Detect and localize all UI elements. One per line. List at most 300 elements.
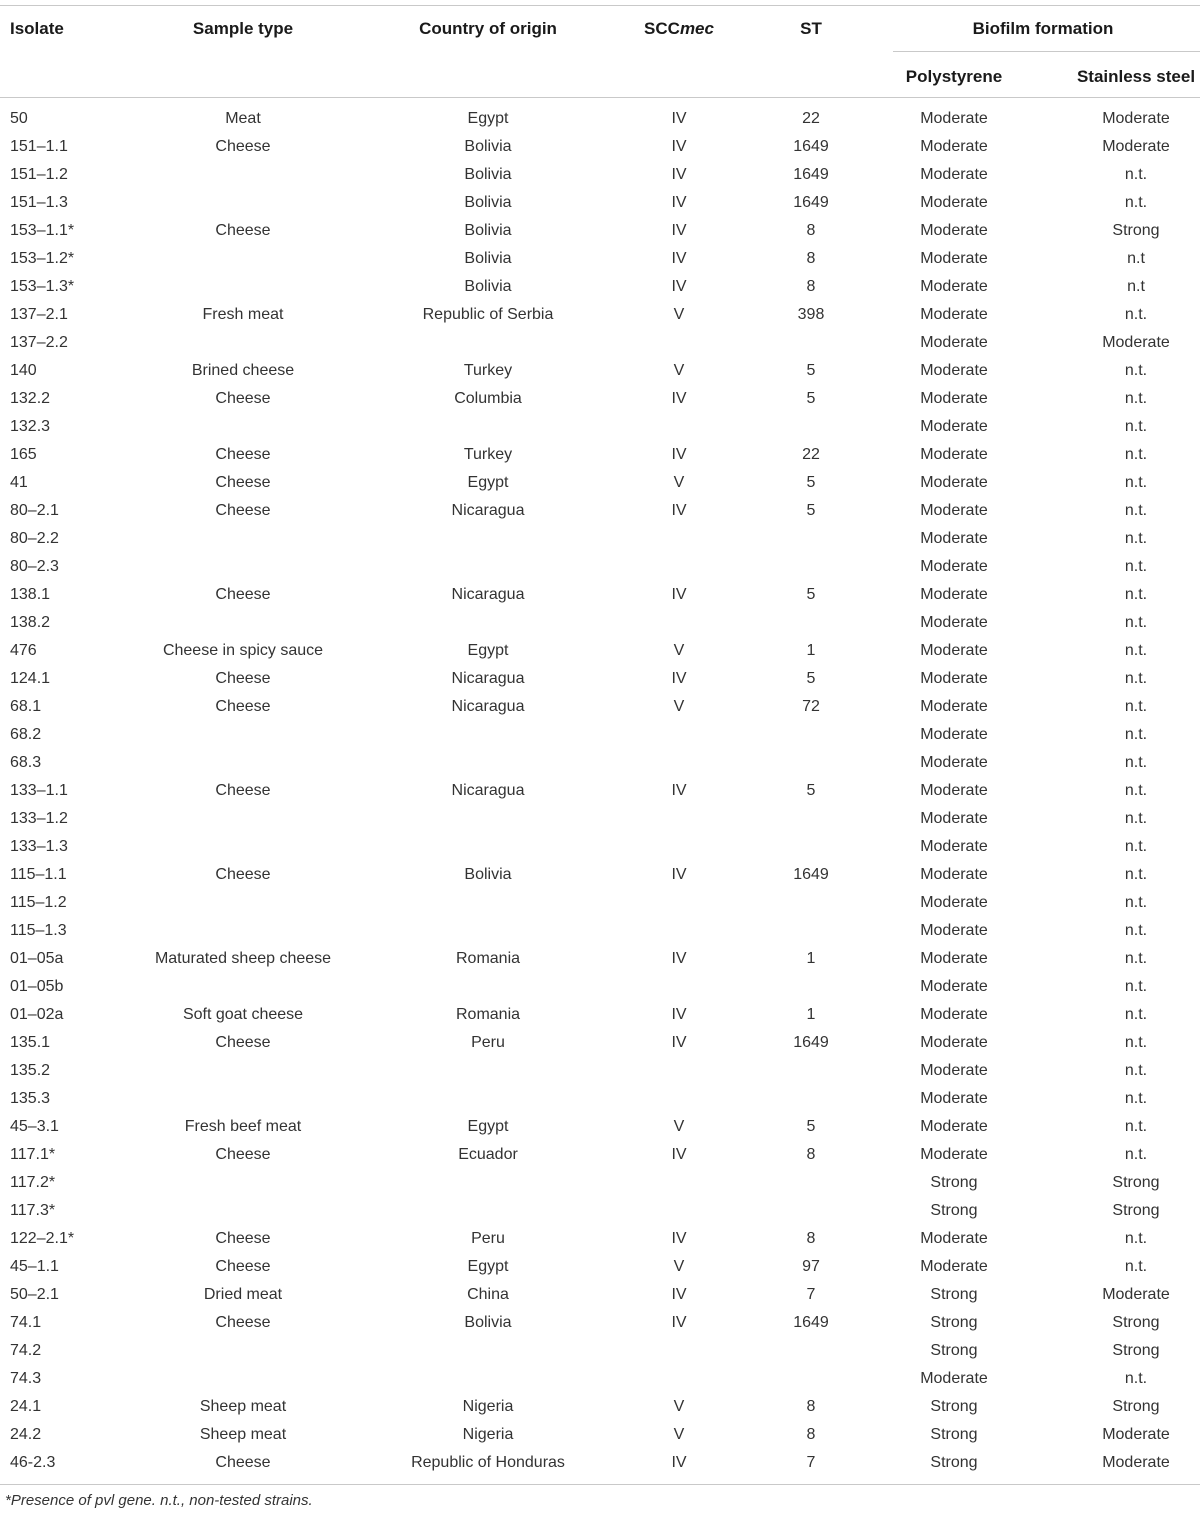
cell-scc-mec: IV (671, 1034, 687, 1051)
cell-isolate: 01–05a (10, 950, 64, 967)
cell-isolate: 74.3 (10, 1370, 42, 1387)
table-row (0, 833, 1200, 861)
cell-polystyrene: Moderate (920, 866, 988, 883)
cell-polystyrene: Moderate (920, 306, 988, 323)
cell-isolate: 45–3.1 (10, 1118, 59, 1135)
cell-isolate: 45–1.1 (10, 1258, 59, 1275)
cell-stainless-steel: n.t (1127, 250, 1145, 267)
cell-isolate: 117.2* (10, 1174, 56, 1191)
cell-st: 1649 (793, 166, 829, 183)
table-row (0, 637, 1200, 665)
cell-stainless-steel: n.t. (1124, 726, 1148, 743)
cell-country: Bolivia (464, 866, 512, 883)
table-row (0, 1141, 1200, 1169)
cell-polystyrene: Moderate (920, 670, 988, 687)
table-row (0, 721, 1200, 749)
cell-st: 8 (806, 1230, 816, 1247)
cell-isolate: 133–1.1 (10, 782, 68, 799)
cell-isolate: 50–2.1 (10, 1286, 59, 1303)
cell-isolate: 68.1 (10, 698, 42, 715)
cell-stainless-steel: n.t. (1124, 894, 1148, 911)
cell-st: 5 (806, 670, 816, 687)
cell-isolate: 01–02a (10, 1006, 64, 1023)
cell-stainless-steel: n.t. (1124, 306, 1148, 323)
cell-country: Bolivia (464, 194, 512, 211)
cell-country: Romania (455, 950, 521, 967)
cell-polystyrene: Moderate (920, 950, 988, 967)
cell-isolate: 124.1 (10, 670, 51, 687)
cell-stainless-steel: Strong (1112, 1314, 1160, 1331)
cell-st: 8 (806, 222, 816, 239)
cell-polystyrene: Moderate (920, 1062, 988, 1079)
cell-st: 398 (797, 306, 825, 323)
cell-st: 22 (802, 110, 820, 127)
cell-scc-mec: V (673, 1426, 685, 1443)
cell-scc-mec: IV (671, 278, 687, 295)
cell-polystyrene: Moderate (920, 138, 988, 155)
cell-sample-type: Cheese (215, 1146, 271, 1163)
cell-st: 1 (806, 642, 816, 659)
table-row (0, 777, 1200, 805)
cell-sample-type: Cheese (215, 1258, 271, 1275)
cell-polystyrene: Moderate (920, 194, 988, 211)
table-row (0, 357, 1200, 385)
table-row (0, 189, 1200, 217)
cell-scc-mec: IV (671, 1286, 687, 1303)
table-row (0, 1281, 1200, 1309)
cell-country: Nicaragua (451, 502, 525, 519)
cell-isolate: 50 (10, 110, 28, 127)
cell-sample-type: Cheese (215, 782, 271, 799)
table-row (0, 1309, 1200, 1337)
table-row (0, 749, 1200, 777)
cell-scc-mec: IV (671, 502, 687, 519)
cell-stainless-steel: Moderate (1102, 1286, 1170, 1303)
cell-isolate: 138.1 (10, 586, 51, 603)
cell-sample-type: Cheese (215, 670, 271, 687)
cell-st: 1649 (793, 866, 829, 883)
cell-country: Nigeria (462, 1426, 514, 1443)
table-row (0, 105, 1200, 133)
cell-scc-mec: IV (671, 1230, 687, 1247)
cell-polystyrene: Moderate (920, 390, 988, 407)
cell-country: Egypt (467, 642, 509, 659)
cell-sample-type: Cheese (215, 138, 271, 155)
cell-scc-mec: IV (671, 390, 687, 407)
cell-isolate: 133–1.3 (10, 838, 68, 855)
cell-polystyrene: Strong (930, 1342, 978, 1359)
cell-polystyrene: Moderate (920, 474, 988, 491)
table-row (0, 1169, 1200, 1197)
cell-isolate: 68.3 (10, 754, 42, 771)
cell-polystyrene: Moderate (920, 530, 988, 547)
table-bottom-border (0, 1484, 1200, 1485)
cell-polystyrene: Moderate (920, 838, 988, 855)
cell-isolate: 117.3* (10, 1202, 56, 1219)
cell-isolate: 476 (10, 642, 37, 659)
cell-country: Columbia (454, 390, 522, 407)
cell-polystyrene: Moderate (920, 502, 988, 519)
cell-sample-type: Sheep meat (199, 1426, 287, 1443)
cell-stainless-steel: n.t. (1124, 586, 1148, 603)
cell-country: Peru (471, 1034, 505, 1051)
cell-country: Ecuador (458, 1146, 518, 1163)
cell-scc-mec: IV (671, 110, 687, 127)
table-row (0, 441, 1200, 469)
cell-stainless-steel: n.t. (1124, 166, 1148, 183)
cell-isolate: 132.2 (10, 390, 51, 407)
table-row (0, 973, 1200, 1001)
cell-scc-mec: IV (671, 166, 687, 183)
table-row (0, 665, 1200, 693)
cell-sample-type: Dried meat (203, 1286, 283, 1303)
cell-stainless-steel: n.t. (1124, 866, 1148, 883)
cell-isolate: 68.2 (10, 726, 42, 743)
cell-country: Nicaragua (451, 782, 525, 799)
cell-st: 1 (806, 1006, 816, 1023)
table-row (0, 889, 1200, 917)
cell-st: 72 (802, 698, 820, 715)
cell-polystyrene: Moderate (920, 1258, 988, 1275)
cell-st: 1649 (793, 194, 829, 211)
cell-scc-mec: V (673, 1258, 685, 1275)
cell-country: Republic of Serbia (422, 306, 554, 323)
cell-stainless-steel: n.t. (1124, 194, 1148, 211)
cell-sample-type: Fresh beef meat (184, 1118, 302, 1135)
table-top-border (0, 5, 1200, 6)
cell-sample-type: Fresh meat (202, 306, 284, 323)
cell-stainless-steel: n.t. (1124, 1370, 1148, 1387)
cell-st: 1649 (793, 138, 829, 155)
cell-country: Egypt (467, 110, 509, 127)
table-row (0, 469, 1200, 497)
cell-polystyrene: Moderate (920, 894, 988, 911)
cell-isolate: 153–1.3* (10, 278, 75, 295)
cell-polystyrene: Moderate (920, 110, 988, 127)
cell-polystyrene: Moderate (920, 922, 988, 939)
cell-sample-type: Maturated sheep cheese (154, 950, 332, 967)
cell-scc-mec: IV (671, 222, 687, 239)
cell-isolate: 135.2 (10, 1062, 51, 1079)
cell-isolate: 115–1.1 (10, 866, 67, 883)
cell-scc-mec: IV (671, 586, 687, 603)
cell-polystyrene: Moderate (920, 558, 988, 575)
cell-stainless-steel: n.t. (1124, 558, 1148, 575)
table-body (0, 105, 1200, 1477)
table-row (0, 1029, 1200, 1057)
cell-stainless-steel: n.t (1127, 278, 1145, 295)
cell-scc-mec: V (673, 362, 685, 379)
cell-stainless-steel: n.t. (1124, 1034, 1148, 1051)
cell-isolate: 151–1.3 (10, 194, 68, 211)
header-scc-prefix: SCC (644, 19, 680, 38)
cell-country: Turkey (463, 362, 513, 379)
cell-country: Bolivia (464, 166, 512, 183)
cell-sample-type: Cheese (215, 1230, 271, 1247)
table-row (0, 301, 1200, 329)
cell-isolate: 138.2 (10, 614, 51, 631)
cell-polystyrene: Moderate (920, 1230, 988, 1247)
cell-polystyrene: Moderate (920, 1034, 988, 1051)
cell-stainless-steel: Moderate (1102, 138, 1170, 155)
cell-polystyrene: Strong (930, 1454, 978, 1471)
cell-polystyrene: Moderate (920, 754, 988, 771)
cell-st: 1649 (793, 1034, 829, 1051)
cell-isolate: 151–1.2 (10, 166, 68, 183)
cell-sample-type: Cheese (215, 698, 271, 715)
cell-stainless-steel: Strong (1112, 1174, 1160, 1191)
table-row (0, 525, 1200, 553)
header-sample-type: Sample type (192, 19, 294, 38)
table-row (0, 861, 1200, 889)
cell-stainless-steel: n.t. (1124, 418, 1148, 435)
cell-country: Bolivia (464, 250, 512, 267)
cell-st: 5 (806, 502, 816, 519)
cell-isolate: 133–1.2 (10, 810, 68, 827)
cell-isolate: 24.2 (10, 1426, 42, 1443)
cell-st: 5 (806, 362, 816, 379)
table-row (0, 1085, 1200, 1113)
table-row (0, 1225, 1200, 1253)
table-row (0, 161, 1200, 189)
cell-stainless-steel: n.t. (1124, 922, 1148, 939)
cell-stainless-steel: n.t. (1124, 810, 1148, 827)
cell-isolate: 122–2.1* (10, 1230, 75, 1247)
cell-sample-type: Sheep meat (199, 1398, 287, 1415)
cell-isolate: 117.1* (10, 1146, 56, 1163)
cell-country: Nicaragua (451, 698, 525, 715)
header-country-of-origin: Country of origin (419, 19, 557, 38)
cell-polystyrene: Moderate (920, 362, 988, 379)
cell-polystyrene: Moderate (920, 1006, 988, 1023)
cell-isolate: 137–2.2 (10, 334, 68, 351)
cell-sample-type: Cheese (215, 1314, 271, 1331)
header-isolate: Isolate (10, 19, 64, 38)
cell-scc-mec: IV (671, 250, 687, 267)
table-row (0, 1449, 1200, 1477)
cell-country: Egypt (467, 474, 509, 491)
table-row (0, 1197, 1200, 1225)
cell-polystyrene: Moderate (920, 586, 988, 603)
cell-polystyrene: Moderate (920, 334, 988, 351)
cell-stainless-steel: n.t. (1124, 1230, 1148, 1247)
cell-country: Republic of Honduras (411, 1454, 565, 1471)
cell-isolate: 80–2.2 (10, 530, 59, 547)
cell-st: 1 (806, 950, 816, 967)
cell-polystyrene: Strong (930, 1174, 978, 1191)
cell-stainless-steel: n.t. (1124, 614, 1148, 631)
cell-st: 5 (806, 586, 816, 603)
table-row (0, 385, 1200, 413)
cell-sample-type: Cheese (215, 446, 271, 463)
cell-st: 5 (806, 474, 816, 491)
cell-scc-mec: IV (671, 1454, 687, 1471)
cell-polystyrene: Strong (930, 1314, 978, 1331)
cell-polystyrene: Moderate (920, 726, 988, 743)
cell-stainless-steel: n.t. (1124, 670, 1148, 687)
cell-stainless-steel: Strong (1112, 1202, 1160, 1219)
cell-isolate: 74.1 (10, 1314, 42, 1331)
cell-st: 5 (806, 390, 816, 407)
cell-polystyrene: Moderate (920, 782, 988, 799)
cell-isolate: 115–1.3 (10, 922, 67, 939)
cell-country: Egypt (467, 1258, 509, 1275)
cell-stainless-steel: n.t. (1124, 1006, 1148, 1023)
cell-stainless-steel: Strong (1112, 1398, 1160, 1415)
cell-isolate: 140 (10, 362, 37, 379)
cell-polystyrene: Moderate (920, 1146, 988, 1163)
cell-stainless-steel: n.t. (1124, 1258, 1148, 1275)
cell-stainless-steel: Moderate (1102, 334, 1170, 351)
cell-stainless-steel: n.t. (1124, 838, 1148, 855)
cell-polystyrene: Moderate (920, 1370, 988, 1387)
cell-st: 5 (806, 782, 816, 799)
cell-isolate: 132.3 (10, 418, 51, 435)
table-row (0, 1253, 1200, 1281)
cell-country: Bolivia (464, 278, 512, 295)
cell-scc-mec: IV (671, 194, 687, 211)
cell-scc-mec: IV (671, 670, 687, 687)
cell-stainless-steel: n.t. (1124, 642, 1148, 659)
cell-scc-mec: IV (671, 1146, 687, 1163)
cell-isolate: 165 (10, 446, 37, 463)
cell-sample-type: Cheese in spicy sauce (162, 642, 324, 659)
cell-isolate: 80–2.1 (10, 502, 59, 519)
table-row (0, 917, 1200, 945)
cell-polystyrene: Moderate (920, 418, 988, 435)
cell-isolate: 115–1.2 (10, 894, 67, 911)
cell-polystyrene: Moderate (920, 1090, 988, 1107)
cell-st: 1649 (793, 1314, 829, 1331)
cell-polystyrene: Moderate (920, 222, 988, 239)
cell-polystyrene: Strong (930, 1286, 978, 1303)
cell-isolate: 74.2 (10, 1342, 42, 1359)
cell-scc-mec: IV (671, 782, 687, 799)
header-biofilm-formation: Biofilm formation (972, 19, 1114, 38)
cell-country: Bolivia (464, 1314, 512, 1331)
cell-scc-mec: IV (671, 866, 687, 883)
cell-stainless-steel: n.t. (1124, 1146, 1148, 1163)
cell-stainless-steel: Moderate (1102, 1454, 1170, 1471)
cell-st: 8 (806, 1398, 816, 1415)
cell-sample-type: Meat (225, 110, 261, 127)
cell-scc-mec: IV (671, 1006, 687, 1023)
cell-isolate: 01–05b (10, 978, 64, 995)
cell-polystyrene: Strong (930, 1202, 978, 1219)
cell-stainless-steel: n.t. (1124, 446, 1148, 463)
header-scc-suffix: mec (679, 19, 714, 38)
table-row (0, 693, 1200, 721)
cell-scc-mec: V (673, 1398, 685, 1415)
biofilm-header-divider (893, 51, 1200, 52)
table-row (0, 413, 1200, 441)
cell-stainless-steel: n.t. (1124, 698, 1148, 715)
cell-country: Bolivia (464, 222, 512, 239)
table-row (0, 1365, 1200, 1393)
cell-sample-type: Cheese (215, 1454, 271, 1471)
cell-scc-mec: IV (671, 446, 687, 463)
cell-polystyrene: Moderate (920, 166, 988, 183)
cell-polystyrene: Moderate (920, 810, 988, 827)
cell-sample-type: Cheese (215, 1034, 271, 1051)
cell-polystyrene: Moderate (920, 278, 988, 295)
table-row (0, 945, 1200, 973)
cell-isolate: 41 (10, 474, 28, 491)
cell-scc-mec: V (673, 474, 685, 491)
cell-polystyrene: Strong (930, 1398, 978, 1415)
cell-stainless-steel: Moderate (1102, 1426, 1170, 1443)
cell-sample-type: Cheese (215, 222, 271, 239)
cell-country: Romania (455, 1006, 521, 1023)
cell-st: 5 (806, 1118, 816, 1135)
cell-polystyrene: Moderate (920, 698, 988, 715)
cell-scc-mec: V (673, 642, 685, 659)
cell-stainless-steel: n.t. (1124, 362, 1148, 379)
cell-isolate: 24.1 (10, 1398, 42, 1415)
cell-stainless-steel: n.t. (1124, 1090, 1148, 1107)
cell-polystyrene: Moderate (920, 446, 988, 463)
cell-sample-type: Soft goat cheese (182, 1006, 304, 1023)
cell-stainless-steel: n.t. (1124, 978, 1148, 995)
cell-stainless-steel: n.t. (1124, 782, 1148, 799)
cell-sample-type: Cheese (215, 586, 271, 603)
cell-polystyrene: Moderate (920, 250, 988, 267)
header-st: ST (800, 19, 822, 38)
cell-polystyrene: Moderate (920, 1118, 988, 1135)
cell-scc-mec: V (673, 306, 685, 323)
cell-st: 8 (806, 278, 816, 295)
cell-polystyrene: Moderate (920, 642, 988, 659)
cell-country: Turkey (463, 446, 513, 463)
cell-st: 8 (806, 1146, 816, 1163)
table-row (0, 805, 1200, 833)
cell-st: 97 (802, 1258, 820, 1275)
table-row (0, 1337, 1200, 1365)
cell-st: 8 (806, 1426, 816, 1443)
cell-stainless-steel: n.t. (1124, 502, 1148, 519)
cell-st: 7 (806, 1286, 816, 1303)
cell-st: 7 (806, 1454, 816, 1471)
table-row (0, 1421, 1200, 1449)
cell-isolate: 153–1.2* (10, 250, 75, 267)
cell-st: 8 (806, 250, 816, 267)
table-row (0, 329, 1200, 357)
cell-polystyrene: Moderate (920, 978, 988, 995)
cell-country: Nigeria (462, 1398, 514, 1415)
cell-country: Bolivia (464, 138, 512, 155)
cell-stainless-steel: Strong (1112, 222, 1160, 239)
cell-polystyrene: Moderate (920, 614, 988, 631)
cell-sample-type: Cheese (215, 474, 271, 491)
table-row (0, 1057, 1200, 1085)
cell-isolate: 135.3 (10, 1090, 51, 1107)
cell-stainless-steel: n.t. (1124, 390, 1148, 407)
cell-stainless-steel: n.t. (1124, 754, 1148, 771)
table-row (0, 133, 1200, 161)
table-row (0, 217, 1200, 245)
cell-st: 22 (802, 446, 820, 463)
table-row (0, 245, 1200, 273)
cell-stainless-steel: n.t. (1124, 1062, 1148, 1079)
table-row (0, 1393, 1200, 1421)
cell-stainless-steel: Moderate (1102, 110, 1170, 127)
table-row (0, 553, 1200, 581)
table-row (0, 609, 1200, 637)
cell-polystyrene: Strong (930, 1426, 978, 1443)
cell-stainless-steel: Strong (1112, 1342, 1160, 1359)
cell-country: China (467, 1286, 509, 1303)
cell-stainless-steel: n.t. (1124, 950, 1148, 967)
